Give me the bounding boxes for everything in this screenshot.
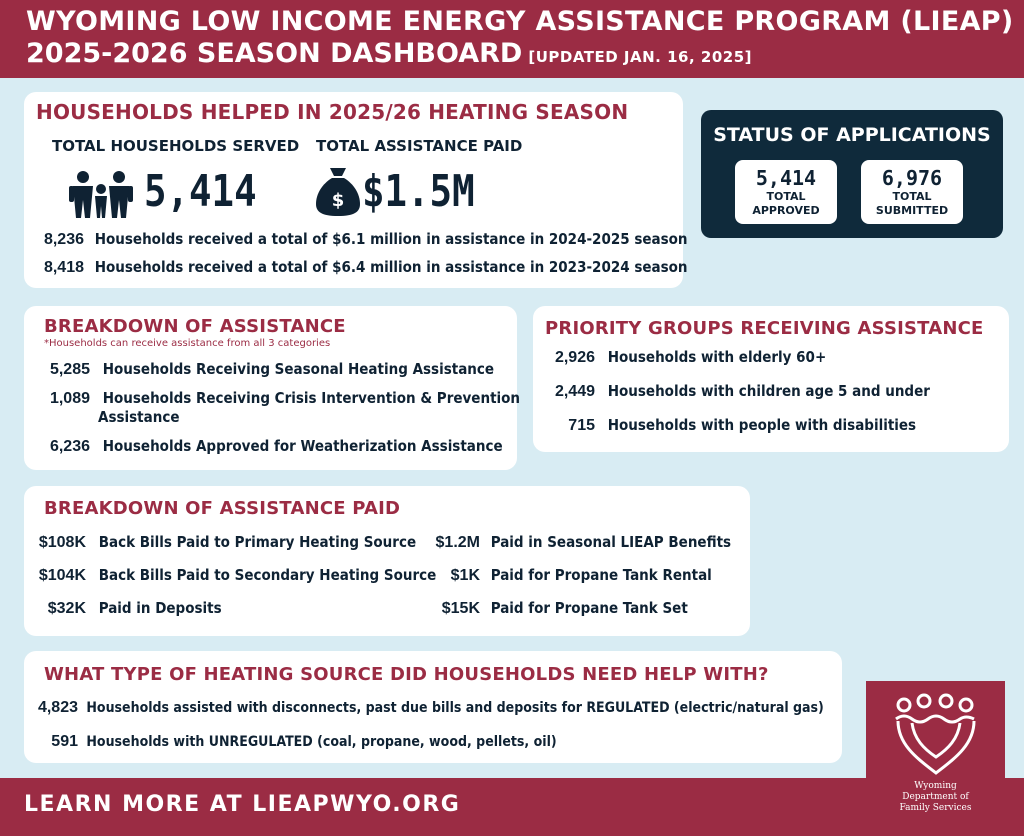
paid-amount: $108K <box>38 534 86 551</box>
paid-row <box>424 533 731 552</box>
logo-line3: Family Services <box>899 803 972 813</box>
paid-text: Paid for Propane Tank Set <box>490 599 688 617</box>
approved-value: 5,414 <box>755 166 817 190</box>
breakdown-text: Households Receiving Seasonal Heating Assistance <box>102 360 495 378</box>
heating-source-number: 591 <box>51 733 78 750</box>
households-title: HOUSEHOLDS HELPED IN 2025/26 HEATING SEASON <box>36 100 629 124</box>
households-card <box>24 92 688 288</box>
season-title: 2025-2026 SEASON DASHBOARD <box>26 38 523 69</box>
priority-row <box>543 382 930 401</box>
history-text: Households received a total of $6.1 million in assistance in 2024-2025 season <box>94 230 688 248</box>
paid-amount: $32K <box>47 600 86 617</box>
dashboard-subtitle <box>26 38 752 69</box>
breakdown-number: 5,285 <box>49 361 90 378</box>
submitted-label-line2: SUBMITTED <box>875 204 949 217</box>
heating-source-number: 4,823 <box>37 699 78 716</box>
breakdown-card <box>24 306 521 470</box>
heating-source-row <box>30 733 557 751</box>
paid-row <box>32 599 222 618</box>
served-label: TOTAL HOUSEHOLDS SERVED <box>52 137 300 155</box>
history-number: 8,418 <box>43 259 84 276</box>
priority-text: Households with elderly 60+ <box>607 348 827 366</box>
history-text: Households received a total of $6.4 million in assistance in 2023-2024 season <box>94 258 688 276</box>
paid-row <box>424 566 712 585</box>
footer-link-text[interactable]: LEARN MORE AT LIEAPWYO.ORG <box>24 792 461 817</box>
paid-text: Paid in Deposits <box>98 599 222 617</box>
breakdown-text: Households Approved for Weatherization Assistance <box>102 437 503 455</box>
heating-source-row <box>30 699 824 717</box>
priority-row <box>543 348 826 367</box>
heating-source-text: Households with UNREGULATED (coal, propane, wood, pellets, oil) <box>86 734 557 750</box>
priority-title: PRIORITY GROUPS RECEIVING ASSISTANCE <box>545 318 984 339</box>
updated-date: [UPDATED JAN. 16, 2025] <box>528 48 752 66</box>
paid-amount: $104K <box>38 567 86 584</box>
money-bag-icon <box>316 166 360 216</box>
paid-value: $1.5M <box>362 166 475 217</box>
paid-card <box>24 486 750 636</box>
dashboard-title: WYOMING LOW INCOME ENERGY ASSISTANCE PROGRAM (LIEAP) <box>26 6 1014 37</box>
breakdown-text-line2: Assistance <box>98 408 180 426</box>
breakdown-row <box>34 360 494 379</box>
header-banner <box>0 0 1024 78</box>
submitted-value: 6,976 <box>881 166 943 190</box>
served-value: 5,414 <box>144 166 257 217</box>
dfs-family-heart-logo <box>890 691 982 777</box>
family-icon <box>69 170 133 218</box>
dfs-logo <box>866 681 1005 836</box>
submitted-label-line1: TOTAL <box>892 190 932 203</box>
logo-line2: Department of <box>902 792 969 802</box>
status-card <box>701 110 1003 238</box>
priority-number: 715 <box>568 417 595 434</box>
paid-row <box>32 566 436 585</box>
paid-row <box>32 533 416 552</box>
paid-row <box>424 599 688 618</box>
breakdown-row <box>34 389 520 408</box>
priority-text: Households with children age 5 and under <box>607 382 930 400</box>
paid-text: Paid in Seasonal LIEAP Benefits <box>490 533 732 551</box>
approved-box <box>735 160 837 224</box>
heating-source-card <box>24 651 842 763</box>
breakdown-text: Households Receiving Crisis Intervention & Prevention <box>102 389 521 407</box>
priority-row <box>543 416 916 435</box>
history-row <box>32 230 688 249</box>
priority-number: 2,926 <box>554 349 595 366</box>
submitted-box <box>861 160 963 224</box>
breakdown-note: *Households can receive assistance from all 3 categories <box>44 338 331 349</box>
paid-amount: $1.2M <box>435 534 480 551</box>
priority-text: Households with people with disabilities <box>607 416 917 434</box>
logo-line1: Wyoming <box>914 781 957 791</box>
priority-card <box>533 306 1009 452</box>
paid-label: TOTAL ASSISTANCE PAID <box>316 137 523 155</box>
breakdown-title: BREAKDOWN OF ASSISTANCE <box>44 316 346 337</box>
heating-source-text: Households assisted with disconnects, past due bills and deposits for REGULATED (electric/natural gas) <box>86 700 824 716</box>
status-title: STATUS OF APPLICATIONS <box>713 124 991 146</box>
paid-amount: $1K <box>450 567 480 584</box>
svg-text:$: $ <box>331 190 345 211</box>
history-number: 8,236 <box>43 231 84 248</box>
paid-amount: $15K <box>441 600 480 617</box>
heating-source-title: WHAT TYPE OF HEATING SOURCE DID HOUSEHOLDS NEED HELP WITH? <box>44 664 769 685</box>
priority-number: 2,449 <box>554 383 595 400</box>
breakdown-row <box>34 437 503 456</box>
breakdown-number: 6,236 <box>49 438 90 455</box>
approved-label-line2: APPROVED <box>752 204 820 217</box>
paid-text: Paid for Propane Tank Rental <box>490 566 712 584</box>
paid-text: Back Bills Paid to Primary Heating Source <box>98 533 417 551</box>
approved-label-line1: TOTAL <box>766 190 806 203</box>
logo-text <box>866 781 1005 814</box>
paid-title: BREAKDOWN OF ASSISTANCE PAID <box>44 498 401 519</box>
breakdown-row-continued <box>98 408 180 426</box>
breakdown-number: 1,089 <box>49 390 90 407</box>
history-row <box>32 258 688 277</box>
paid-text: Back Bills Paid to Secondary Heating Source <box>98 566 437 584</box>
